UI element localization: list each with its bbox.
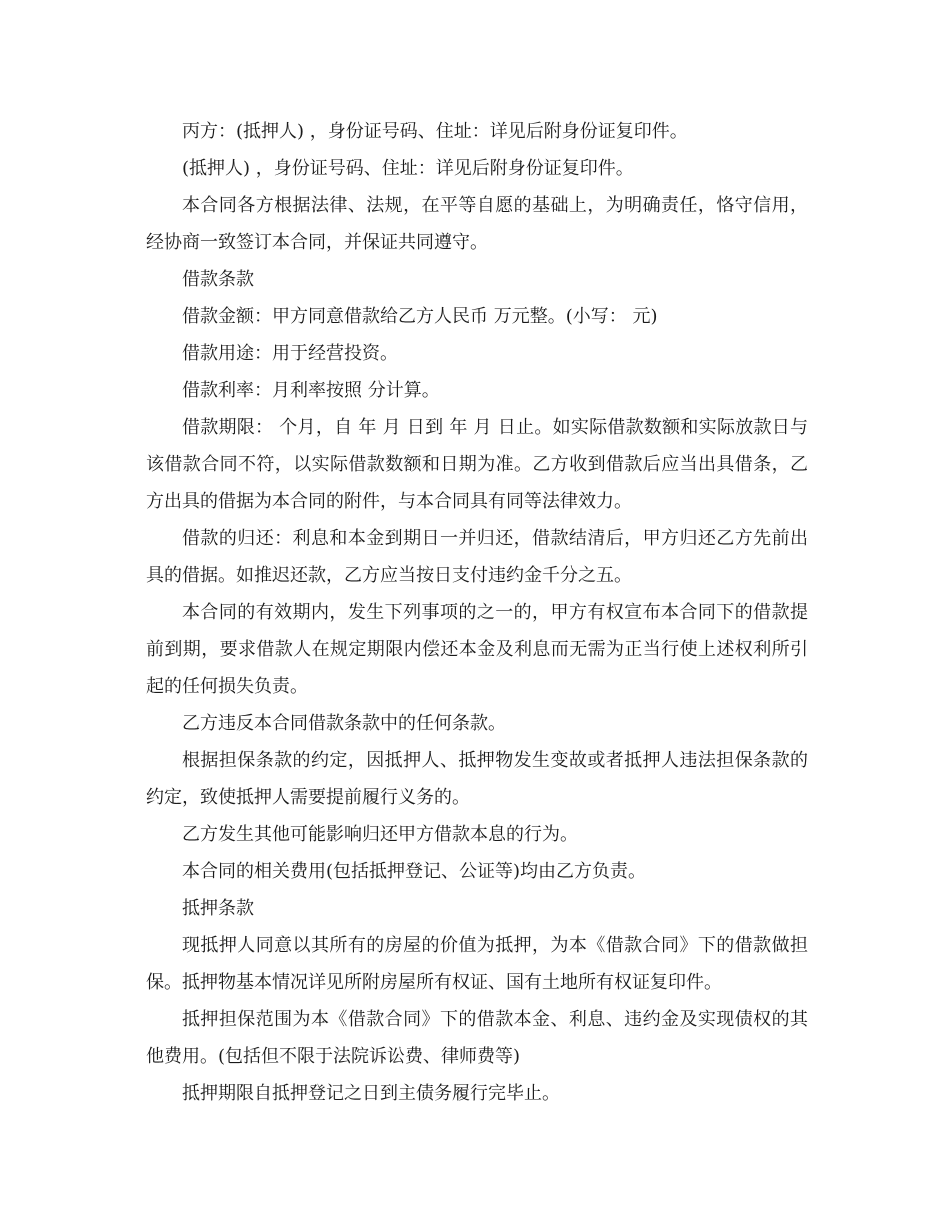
paragraph-fees: 本合同的相关费用(包括抵押登记、公证等)均由乙方负责。 [182,861,647,882]
paragraph-mortgage-consent: 现抵押人同意以其所有的房屋的价值为抵押，为本《借款合同》下的借款做担保。抵押物基本情况详见所附房屋所有权证、国有土地所有权证复印件。 [146,935,808,993]
paragraph-mortgagor: (抵押人) ，身份证号码、住址：详见后附身份证复印件。 [182,158,634,179]
paragraph-mortgage-scope: 抵押担保范围为本《借款合同》下的借款本金、利息、违约金及实现债权的其他费用。(包括但不限于法院诉讼费、律师费等) [146,1009,808,1067]
paragraph-guarantee-event: 根据担保条款的约定，因抵押人、抵押物发生变故或者抵押人违法担保条款的约定，致使抵押人需要提前履行义务的。 [146,750,808,808]
paragraph-party-c: 丙方：(抵押人) ，身份证号码、住址：详见后附身份证复印件。 [182,121,688,142]
paragraph-interest-rate: 借款利率：月利率按照 分计算。 [182,380,440,401]
paragraph-repayment: 借款的归还：利息和本金到期日一并归还，借款结清后，甲方归还乙方先前出具的借据。如推迟还款，乙方应当按日支付违约金千分之五。 [146,528,808,586]
paragraph-loan-term: 借款期限： 个月，自 年 月 日到 年 月 日止。如实际借款数额和实际放款日与该借款合同不符，以实际借款数额和日期为准。乙方收到借款后应当出具借条，乙方出具的借据为本合同的附件，与本合同具有同等法律效力。 [146,417,808,512]
document-body [146,113,808,1112]
paragraph-acceleration: 本合同的有效期内，发生下列事项的之一的，甲方有权宣布本合同下的借款提前到期，要求借款人在规定期限内偿还本金及利息而无需为正当行使上述权利所引起的任何损失负责。 [146,602,808,697]
paragraph-breach: 乙方违反本合同借款条款中的任何条款。 [182,713,506,734]
paragraph-mortgage-period: 抵押期限自抵押登记之日到主债务履行完毕止。 [182,1083,560,1104]
paragraph-other-event: 乙方发生其他可能影响归还甲方借款本息的行为。 [182,824,578,845]
heading-loan-terms: 借款条款 [182,269,254,290]
paragraph-loan-purpose: 借款用途：用于经营投资。 [182,343,398,364]
paragraph-preamble: 本合同各方根据法律、法规，在平等自愿的基础上，为明确责任，恪守信用，经协商一致签订本合同，并保证共同遵守。 [146,195,808,253]
paragraph-loan-amount: 借款金额：甲方同意借款给乙方人民币 万元整。(小写： 元) [182,306,658,327]
heading-mortgage-terms: 抵押条款 [182,898,254,919]
